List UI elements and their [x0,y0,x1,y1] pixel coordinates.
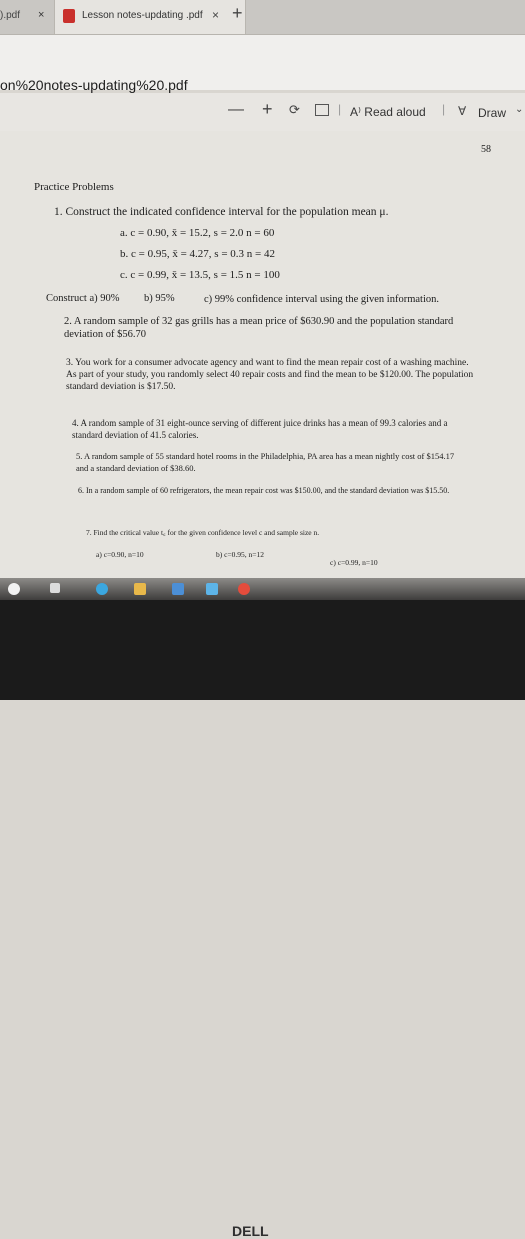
edge-icon[interactable] [96,583,108,595]
new-tab-button[interactable]: + [232,3,243,23]
question-5: 5. A random sample of 55 standard hotel rooms in the Philadelphia, PA area has a mean nightly cost of $154.17 and a standard deviation of $38.60. [76,451,455,473]
rotate-icon[interactable]: ⟳ [289,102,300,117]
monitor-bezel [0,600,525,1239]
question-6: 6. In a random sample of 60 refrigerators, the mean repair cost was $150.00, and the standard deviation was $15.50. [78,486,450,495]
construct-a: Construct a) 90% [46,293,120,304]
question-7a: a) c=0.90, n=10 [96,550,144,559]
draw-icon[interactable]: ∀ [458,104,467,118]
photos-icon[interactable] [206,583,218,595]
question-7b: b) c=0.95, n=12 [216,550,265,559]
zoom-out-button[interactable]: — [228,101,244,118]
tab-bar [0,0,525,35]
question-2: 2. A random sample of 32 gas grills has a mean price of $630.90 and the population standard deviation of $56.70 [64,316,454,340]
question-1: 1. Construct the indicated confidence interval for the population mean μ. [54,206,389,218]
task-view-icon[interactable] [50,583,60,593]
construct-c: c) 99% confidence interval using the given information. [204,294,440,305]
toolbar-divider: | [338,102,342,116]
file-explorer-icon[interactable] [134,583,146,595]
question-1a: a. c = 0.90, x̄ = 15.2, s = 2.0 n = 60 [120,227,275,239]
start-icon[interactable] [8,583,20,595]
toolbar-divider: | [442,102,446,116]
tab-previous[interactable]: ).pdf [0,10,21,21]
taskbar [0,578,525,600]
question-4: 4. A random sample of 31 eight-ounce serving of different juice drinks has a mean of 99.3 calories and a standard deviation of 41.5 calories. [72,418,448,440]
page-number: 58 [481,144,491,155]
zoom-in-button[interactable]: + [262,99,273,119]
address-bar[interactable] [0,35,525,93]
read-aloud-button[interactable]: A⁾ Read aloud [350,105,426,119]
question-1c: c. c = 0.99, x̄ = 13.5, s = 1.5 n = 100 [120,269,280,281]
url-text[interactable]: on%20notes-updating%20.pdf [0,77,188,93]
tab-title: Lesson notes-updating .pdf [82,10,203,21]
chevron-down-icon[interactable]: ⌄ [515,104,524,115]
tab-close-icon[interactable]: × [212,8,220,22]
device-brand-logo: DELL [232,1223,269,1239]
tab-active[interactable] [54,0,246,34]
construct-b: b) 95% [144,293,175,304]
draw-button[interactable]: Draw [478,106,507,120]
section-heading: Practice Problems [34,181,114,193]
question-7: 7. Find the critical value t꜀ for the given confidence level c and sample size n. [86,528,320,537]
pdf-icon [63,9,75,23]
fit-page-icon[interactable] [315,104,329,116]
question-3: 3. You work for a consumer advocate agency and want to find the mean repair cost of a washing machine. As part of your study, you randomly select 40 repair costs and find the mean to be $120.00. The population standard deviation is $17.50. [66,358,474,392]
question-1b: b. c = 0.95, x̄ = 4.27, s = 0.3 n = 42 [120,248,275,260]
mail-icon[interactable] [172,583,184,595]
chrome-icon[interactable] [238,583,250,595]
question-7c: c) c=0.99, n=10 [330,558,378,567]
tab-previous-close-icon[interactable]: × [38,9,45,21]
